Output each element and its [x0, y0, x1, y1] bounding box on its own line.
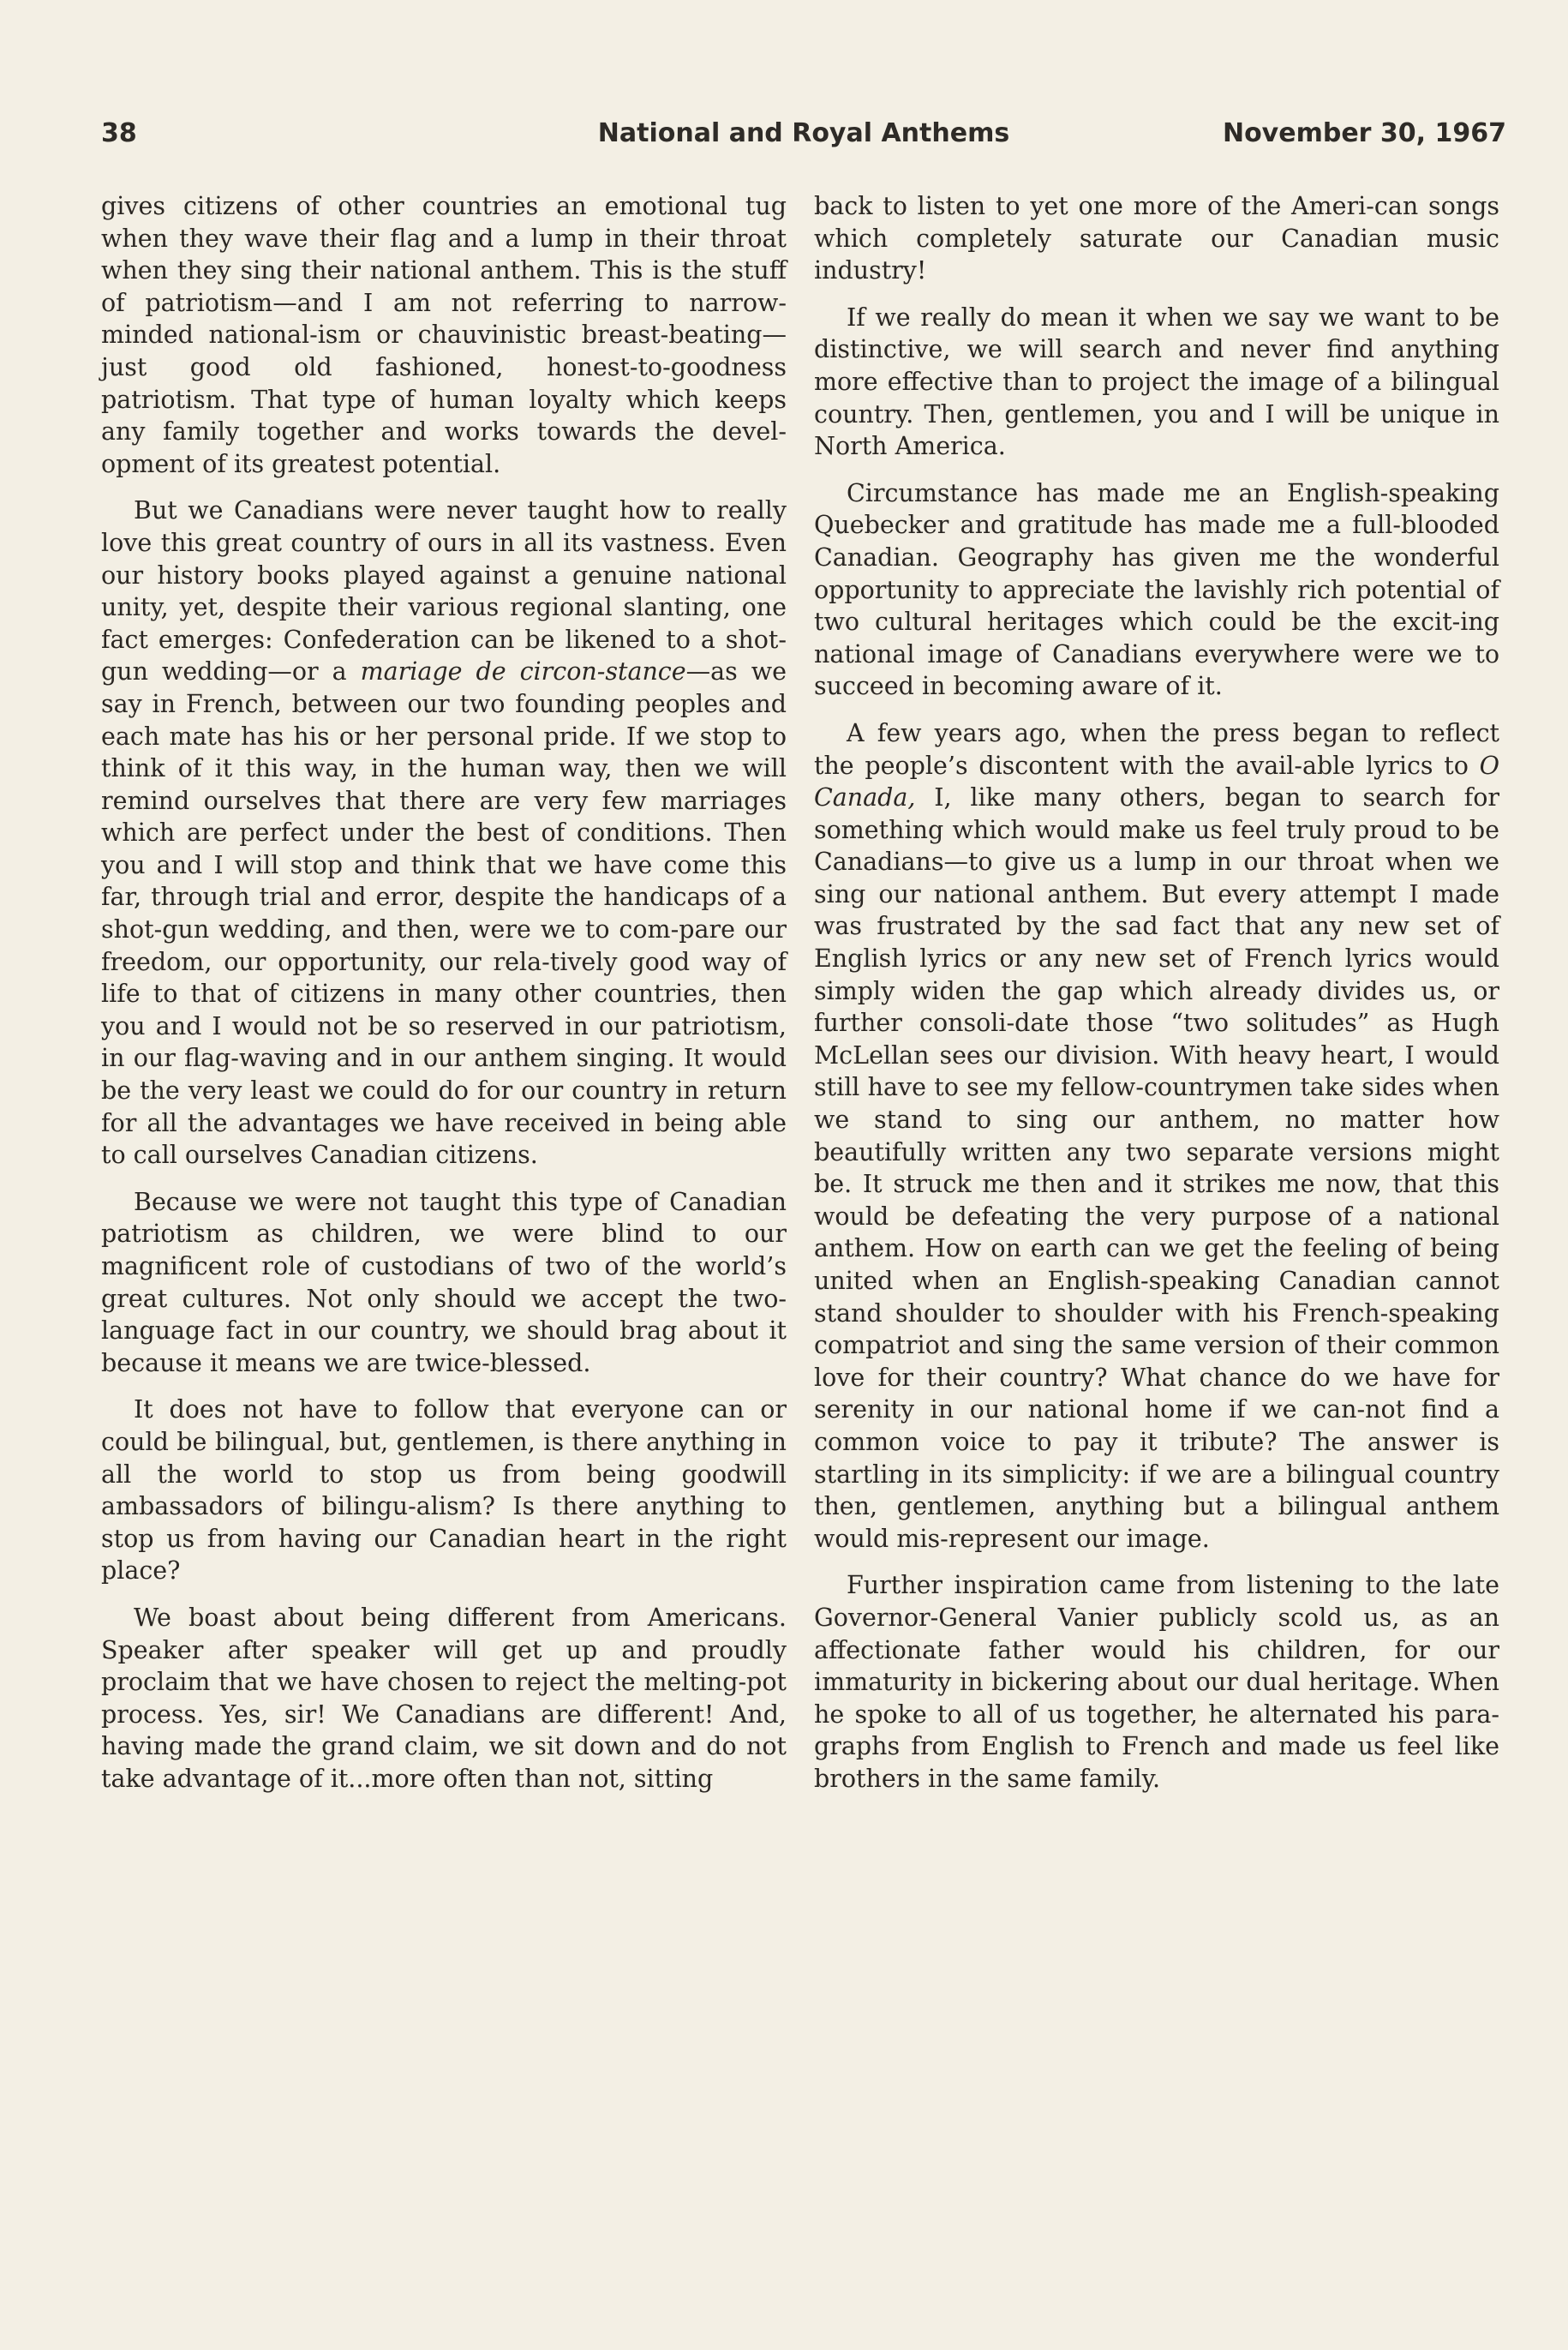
italic-phrase: O Canada,: [814, 751, 1499, 812]
paragraph-text: A few years ago, when the press began to reflect the people’s discontent with the avail-able lyrics to: [814, 718, 1499, 780]
paragraph: back to listen to yet one more of the Ameri-can songs which completely saturate our Canadian music industry!: [814, 192, 1499, 285]
italic-phrase: mariage de circon-stance: [360, 657, 686, 686]
paragraph: It does not have to follow that everyone can or could be bilingual, but, gentlemen, is there anything in all the world to stop us from being goodwill ambassadors of bilingu-alism? Is there anything to stop us from having our Canadian heart in the right place?: [101, 1395, 787, 1586]
right-column: [814, 190, 1499, 1810]
paragraph-text: I, like many others, began to search for something which would make us feel truly proud to be Canadians—to give us a lump in our throat when we sing our national anthem. But every attempt I made was frustrated by the sad fact that any new set of English lyrics or any new set of French lyrics would simply widen the gap which already divides us, or further consoli-date those “two solitudes” as Hugh McLellan sees our division. With heavy heart, I would still have to see my fellow-countrymen take sides when we stand to sing our anthem, no matter how beautifully written any two separate versions might be. It struck me then and it strikes me now, that this would be defeating the very purpose of a national anthem. How on earth can we get the feeling of being united when an English-speaking Canadian cannot stand shoulder to shoulder with his French-speaking compatriot and sing the same version of their common love for their country? What chance do we have for serenity in our national home if we can-not find a common voice to pay it tribute? The answer is startling in its simplicity: if we are a bilingual country then, gentlemen, anything but a bilingual anthem would mis-represent our image.: [814, 783, 1499, 1553]
paragraph-text: But we Canadians were never taught how to really love this great country of ours in all its vastness. Even our history books played against a genuine national unity, yet, despite their various regional slanting, one fact emerges: Confederation can be likened to a shot-gun wedding—or a: [101, 496, 787, 686]
paragraph-text: —as we say in French, between our two founding peoples and each mate has his or her personal pride. If we stop to think of it this way, in the human way, then we will remind ourselves that there are very few marriages which are perfect under the best of conditions. Then you and I will stop and think that we have come this far, through trial and error, despite the handicaps of a shot-gun wedding, and then, were we to com-pare our freedom, our opportunity, our rela-tively good way of life to that of citizens in many other countries, then you and I would not be so reserved in our patriotism, in our flag-waving and in our anthem singing. It would be the very least we could do for our country in return for all the advantages we have received in being able to call ourselves Canadian citizens.: [101, 657, 787, 1170]
paragraph: Circumstance has made me an English-speaking Quebecker and gratitude has made me a full-blooded Canadian. Geography has given me the wonderful opportunity to appreciate the lavishly rich potential of two cultural heritages which could be the excit-ing national image of Canadians everywhere were we to succeed in becoming aware of it.: [814, 478, 1499, 701]
paragraph: Because we were not taught this type of Canadian patriotism as children, we were blind to our magnificent role of custodians of two of the world’s great cultures. Not only should we accept the two-language fact in our country, we should brag about it because it means we are twice-blessed.: [101, 1187, 787, 1377]
paragraph: We boast about being different from Americans. Speaker after speaker will get up and proudly proclaim that we have chosen to reject the melting-pot process. Yes, sir! We Canadians are different! And, having made the grand claim, we sit down and do not take advantage of it...more often than not, sitting: [101, 1603, 787, 1793]
paragraph: Further inspiration came from listening to the late Governor-General Vanier publicly scold us, as an affectionate father would his children, for our immaturity in bickering about our dual heritage. When he spoke to all of us together, he alternated his para-graphs from English to French and made us feel like brothers in the same family.: [814, 1571, 1499, 1793]
paragraph: gives citizens of other countries an emotional tug when they wave their flag and a lump in their throat when they sing their national anthem. This is the stuff of patriotism—and I am not referring to narrow-minded national-ism or chauvinistic breast-beating—just good old fashioned, honest-to-goodness patriotism. That type of human loyalty which keeps any family together and works towards the devel-opment of its greatest potential.: [101, 192, 787, 478]
page-number: 38: [101, 118, 137, 148]
paragraph: [814, 717, 1499, 1555]
paragraph: If we really do mean it when we say we want to be distinctive, we will search and never find anything more effective than to project the image of a bilingual country. Then, gentlemen, you and I will be unique in North America.: [814, 303, 1499, 461]
journal-title: National and Royal Anthems: [597, 118, 1010, 148]
left-column: [101, 190, 787, 1810]
issue-date: November 30, 1967: [1222, 118, 1506, 148]
running-header: [101, 118, 1506, 161]
paragraph: [101, 495, 787, 1171]
